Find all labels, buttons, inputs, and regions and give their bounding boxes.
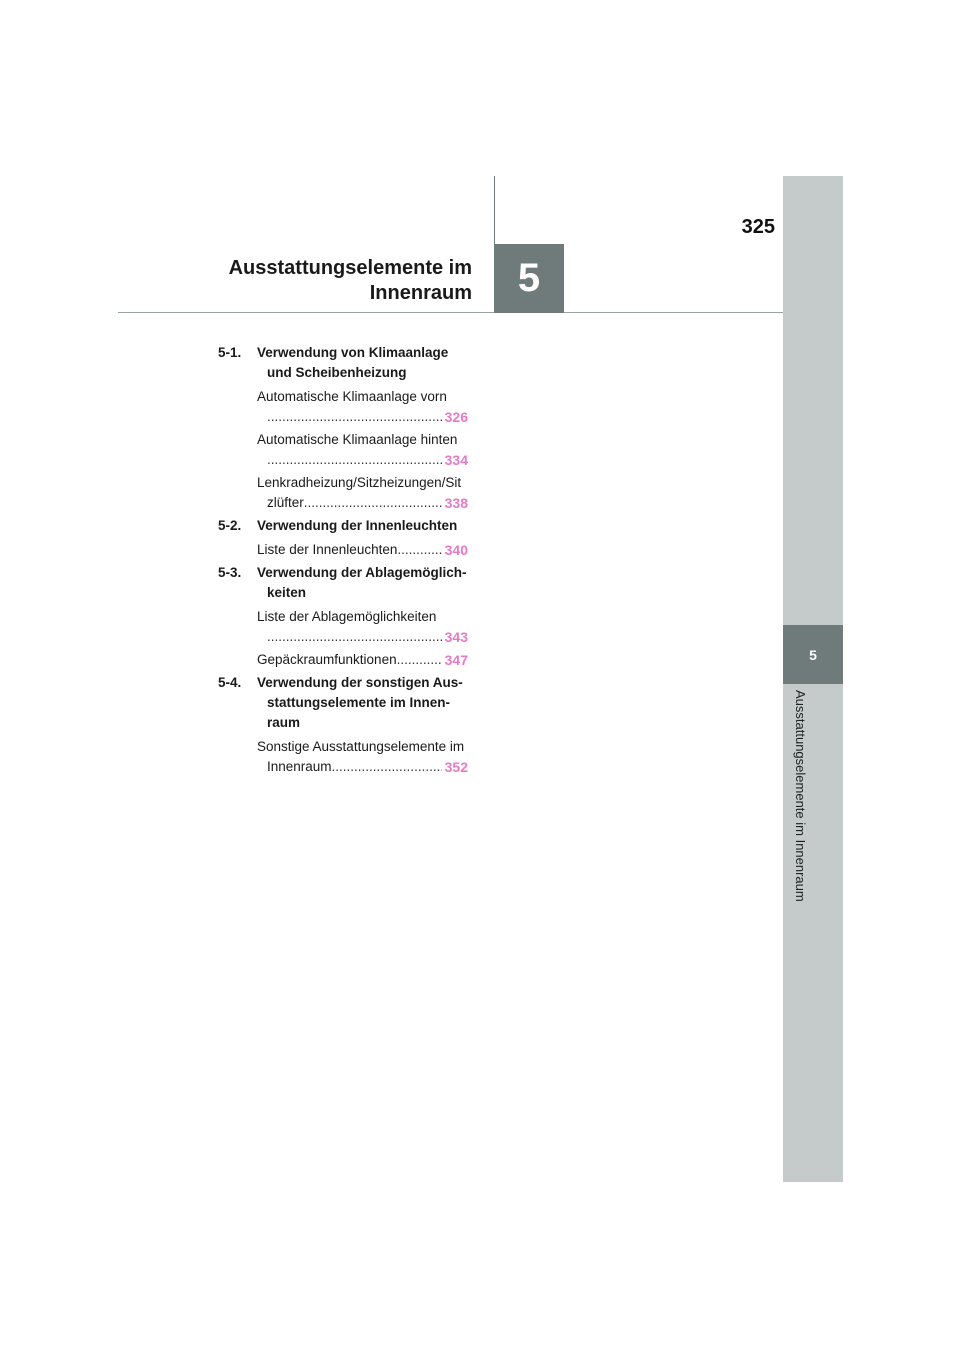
toc-section-title: Verwendung der Innenleuchten [257, 518, 458, 533]
toc-section-title: stattungselemente im Innen- [267, 695, 451, 710]
toc-page-link[interactable]: 347 [444, 652, 468, 668]
toc-entry-title-cont: zlüfter [267, 495, 304, 510]
toc-section[interactable] [218, 673, 468, 733]
toc-page-link[interactable]: 340 [444, 542, 468, 558]
toc-entry-title: Liste der Innenleuchten [257, 542, 398, 557]
toc-entry-title: Gepäckraumfunktionen [257, 652, 397, 667]
toc-section-title: raum [267, 715, 301, 730]
side-tab-label: Ausstattungselemente im Innenraum [793, 690, 808, 902]
toc-entry[interactable] [218, 430, 468, 470]
toc-page-link[interactable]: 338 [444, 495, 468, 511]
toc-leader [397, 540, 441, 560]
toc-section-number: 5-1. [218, 345, 242, 360]
toc-section-number: 5-4. [218, 675, 242, 690]
toc-leader [267, 450, 442, 470]
toc-entry-title: Automatische Klimaanlage vorn [257, 389, 447, 404]
toc-page-link[interactable]: 326 [444, 409, 468, 425]
toc-section[interactable] [218, 563, 468, 603]
toc-leader [397, 650, 442, 670]
toc-section-number: 5-2. [218, 518, 242, 533]
toc-leader [332, 757, 442, 777]
toc-entry[interactable] [218, 540, 468, 560]
toc-section-title: Verwendung der Ablagemöglich- [257, 565, 467, 580]
toc-leader [267, 627, 442, 647]
toc-entry-title: Liste der Ablagemöglichkeiten [257, 609, 437, 624]
toc-entry[interactable] [218, 387, 468, 427]
toc-entry-title: Lenkradheizung/Sitzheizungen/Sit [257, 475, 462, 490]
toc-entry[interactable] [218, 650, 468, 670]
header-divider-horizontal [118, 312, 783, 313]
toc-entry-title-cont: Innenraum [267, 759, 332, 774]
toc-entry[interactable] [218, 737, 468, 777]
toc-section-title: keiten [267, 585, 307, 600]
toc-entry-title: Automatische Klimaanlage hinten [257, 432, 458, 447]
table-of-contents [218, 343, 468, 780]
chapter-number-box: 5 [494, 244, 564, 313]
toc-entry[interactable] [218, 473, 468, 513]
header-divider-vertical [494, 176, 495, 246]
toc-page-link[interactable]: 343 [444, 629, 468, 645]
toc-entry[interactable] [218, 607, 468, 647]
toc-section-title: Verwendung der sonstigen Aus- [257, 675, 463, 690]
toc-section-title: und Scheibenheizung [267, 365, 407, 380]
toc-section[interactable] [218, 343, 468, 383]
chapter-title [200, 256, 472, 306]
side-tab-number: 5 [783, 625, 843, 684]
toc-section-number: 5-3. [218, 565, 242, 580]
toc-leader [304, 493, 442, 513]
chapter-title-line-1: Ausstattungselemente im [228, 257, 472, 279]
toc-page-link[interactable]: 352 [444, 759, 468, 775]
toc-leader [267, 407, 442, 427]
toc-entry-title: Sonstige Ausstattungselemente im [257, 739, 465, 754]
chapter-title-line-2: Innenraum [369, 282, 472, 304]
toc-page-link[interactable]: 334 [444, 452, 468, 468]
page-number: 325 [741, 216, 775, 238]
toc-section-title: Verwendung von Klimaanlage [257, 345, 449, 360]
toc-section[interactable] [218, 516, 468, 536]
